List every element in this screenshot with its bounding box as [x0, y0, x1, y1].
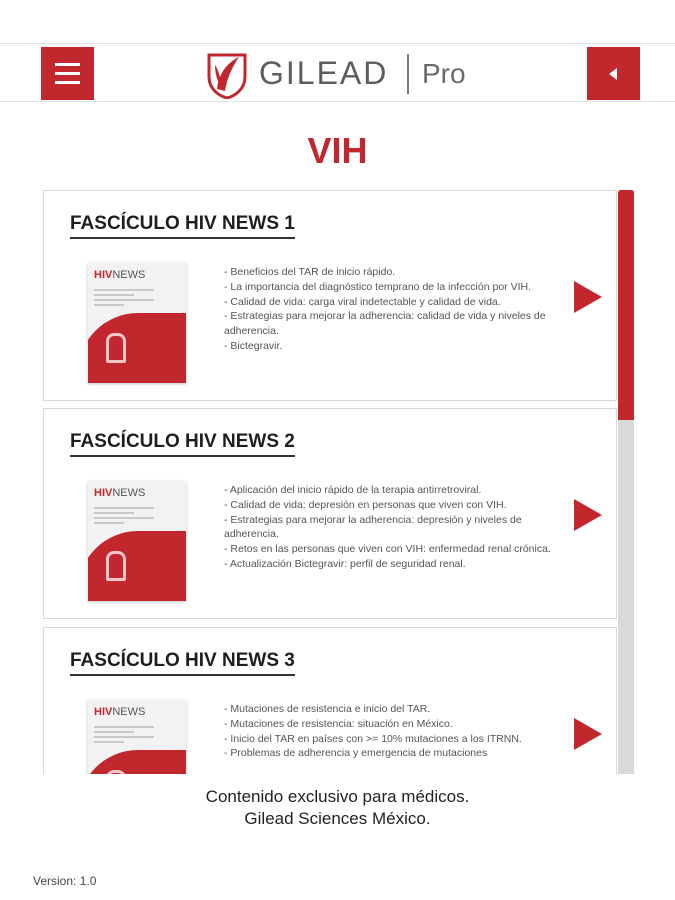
description-item: - Estrategias para mejorar la adherencia: depresión y niveles de adherencia. — [224, 513, 522, 541]
card-title: FASCÍCULO HIV NEWS 2 — [70, 431, 295, 457]
ribbon-icon — [106, 551, 126, 581]
description-item: - Bictegravir. — [224, 339, 283, 352]
logo-suffix: Pro — [422, 58, 466, 89]
description-item: - Problemas de adherencia y emergencia de mutaciones — [224, 747, 488, 760]
ribbon-icon — [106, 333, 126, 363]
scrollbar-thumb[interactable] — [618, 190, 634, 420]
page-title: VIH — [307, 130, 368, 171]
card-title: FASCÍCULO HIV NEWS 3 — [70, 650, 295, 676]
description-item: - Inicio del TAR en países con >= 10% mutaciones a los ITRNN. — [224, 732, 522, 745]
fasciculos-list[interactable] — [43, 190, 634, 774]
list-item[interactable] — [43, 408, 617, 619]
version-label: Version: 1.0 — [33, 874, 97, 888]
gilead-emblem-icon — [207, 51, 247, 99]
list-item[interactable] — [43, 627, 617, 774]
cover-thumbnail — [88, 263, 186, 383]
list-item[interactable] — [43, 190, 617, 401]
cover-brand: HIVNEWS — [94, 487, 146, 499]
back-button[interactable] — [587, 47, 640, 100]
description-item: - Calidad de vida: carga viral indetectable y calidad de vida. — [224, 295, 501, 308]
cover-brand: HIVNEWS — [94, 269, 146, 281]
description-item: - Actualización Bictegravir: perfil de seguridad renal. — [224, 557, 466, 570]
card-description — [224, 702, 554, 761]
back-arrow-icon — [609, 68, 617, 80]
top-bar — [0, 43, 675, 102]
play-arrow-icon[interactable] — [574, 718, 602, 750]
card-description — [224, 265, 554, 354]
footer-line-1: Contenido exclusivo para médicos. — [205, 787, 470, 806]
footer-line-2: Gilead Sciences México. — [244, 809, 431, 828]
description-item: - Estrategias para mejorar la adherencia: calidad de vida y niveles de adherencia. — [224, 310, 546, 338]
description-item: - Mutaciones de resistencia: situación en México. — [224, 717, 453, 730]
description-item: - La importancia del diagnóstico temprano de la infección por VIH. — [224, 280, 532, 293]
description-item: - Aplicación del inicio rápido de la terapia antirretroviral. — [224, 484, 482, 496]
cover-thumbnail — [88, 481, 186, 601]
menu-button[interactable] — [41, 47, 94, 100]
play-arrow-icon[interactable] — [574, 281, 602, 313]
description-item: - Retos en las personas que viven con VIH: enfermedad renal crónica. — [224, 543, 551, 556]
description-item: - Beneficios del TAR de inicio rápido. — [224, 266, 396, 278]
card-title: FASCÍCULO HIV NEWS 1 — [70, 213, 295, 239]
description-item: - Mutaciones de resistencia e inicio del TAR. — [224, 703, 431, 715]
logo-divider — [407, 54, 409, 94]
play-arrow-icon[interactable] — [574, 499, 602, 531]
description-item: - Calidad de vida: depresión en personas que viven con VIH. — [224, 498, 507, 511]
footer-disclaimer — [0, 786, 675, 830]
cover-brand: HIVNEWS — [94, 706, 146, 718]
cover-thumbnail — [88, 700, 186, 774]
logo-wordmark: GILEAD — [259, 55, 389, 91]
card-description — [224, 483, 554, 572]
